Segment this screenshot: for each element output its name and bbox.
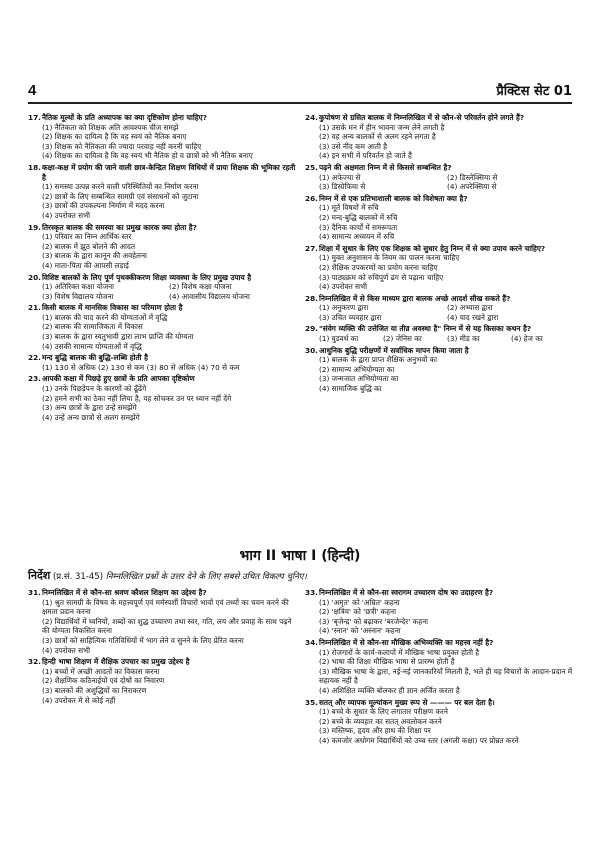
question-text: निम्नलिखित में से कौन-सा श्रवण कौशल शिक्षण का उद्देश्य है? <box>42 588 207 597</box>
option: (3) बालक के द्वारा स्वतुभावी द्वारा लाभ प्राप्ति की योग्यता <box>42 332 194 342</box>
question-head <box>28 353 296 363</box>
question-number: 29. <box>305 324 318 334</box>
option: (3) पाठ्यक्रम को रुचिपूर्ण ढंग से पढ़ाना चाहिए <box>319 272 444 282</box>
question-number: 17. <box>28 113 41 122</box>
question <box>28 657 296 705</box>
question-number: 19. <box>28 222 41 232</box>
option: (4) आवासीय विद्यालय योजना <box>169 291 250 301</box>
option: (2) भाषा की शिक्षा मौखिक भाषा से प्रारम्भ होती है <box>319 657 455 667</box>
option: (1) बच्चों में अच्छी आदतों का विकास करना <box>42 666 160 676</box>
options-grid <box>305 334 575 344</box>
option: (2) बालक में झूठ बोलने की आदत <box>42 241 136 251</box>
question-number: 28. <box>305 293 318 303</box>
option: (4) उपरोक्त सभी <box>42 645 91 655</box>
question-head <box>305 294 575 304</box>
option: (3) डिस्ग्रेफिया से <box>319 182 366 192</box>
page-number: 4 <box>28 82 37 99</box>
question-number: 24. <box>305 113 318 122</box>
question-text: आधुनिक बुद्धि परीक्षणों में सर्वाधिक मापन किया जाता है <box>319 345 469 355</box>
option: (2) डिस्लेक्सिया से <box>447 172 498 182</box>
question <box>28 163 296 221</box>
option: (1) नैतिकता को शिक्षक अति आवश्यक चीज समझे <box>42 122 179 132</box>
left-column-2 <box>28 588 296 707</box>
question-text: "संवेग व्यक्ति की उत्तेजित या तीव्र अवस्था है" निम्न में से यह किसका कथन है? <box>319 324 532 334</box>
question-head <box>305 698 575 708</box>
question <box>28 113 296 161</box>
option: (4) इन सभी में परिवर्तन हो जाते हैं <box>319 151 412 161</box>
question-text: विशिष्ट बालकों के लिए पूर्ण पृथक्कीकरण शिक्षा व्यवस्था के लिए प्रमुख उपाय है <box>42 272 252 282</box>
option: (1) अतिरिक्त कक्षा योजना <box>42 282 115 292</box>
page-title: प्रैक्टिस सेट 01 <box>496 84 572 99</box>
question <box>305 294 575 323</box>
option: (2) विद्यार्थियों में ध्वनियों, शब्दों का शुद्ध उच्चारण तथा स्वर, गति, लय और प्रवाह के साथ पढ़ने की योग्यता विकसित करना <box>42 616 292 636</box>
option: (1) अफेज्या से <box>319 172 361 182</box>
question-text: निम्नलिखित में से किस माध्यम द्वारा बालक अच्छे आदर्श सीख सकते हैं? <box>319 293 511 303</box>
option: (1) अनुकरण द्वारा <box>319 303 369 313</box>
options-grid <box>28 282 296 301</box>
option: (1) परिवार का निम्न आर्थिक स्तर <box>42 232 132 242</box>
section-title: भाग II भाषा I (हिन्दी) <box>239 548 361 564</box>
option: (1) उसके मन में हीन भावना जन्म लेने लगती है <box>319 122 445 132</box>
question-head <box>28 273 296 283</box>
option: (1) 130 से अधिक (2) 130 से कम (3) 80 से अधिक (4) 70 से कम <box>42 362 240 372</box>
option: (4) उपरोक्त सभी <box>42 210 91 220</box>
question-text: कक्षा-कक्ष में प्रयोग की जाने वाली छात्र-केन्द्रित शिक्षण विधियों में प्रायः शिक्षक की भूमिका रहती है <box>42 162 296 182</box>
question <box>305 588 575 636</box>
option: (3) बालक के द्वारा कानून की अवहेलना <box>42 251 147 261</box>
option: (4) हेज का <box>511 334 543 344</box>
option: (3) मीड का <box>447 334 480 344</box>
option: (1) बच्चे के सुधार के लिए लगातार परीक्षण करने <box>319 707 448 717</box>
option: (1) मुक्त अनुशासन के नियम का पालन करना चाहिए <box>319 253 460 263</box>
question <box>305 163 575 192</box>
question-text: कुपोषण से ग्रसित बालक में निम्नलिखित में से कौन-से परिवर्तन होने लगते हैं? <box>319 113 525 122</box>
option: (3) शिक्षक को नैतिकता की ज्यादा परवाह नहीं करनी चाहिए <box>42 141 202 151</box>
question-head <box>305 113 575 123</box>
direction-text: निम्नलिखित प्रश्नों के उत्तर देने के लिए सबसे उचित विकल्प चुनिए। <box>105 572 307 582</box>
option: (3) जन्मजात अभियोग्यता का <box>319 374 399 384</box>
option: (4) सामाजिक बुद्धि का <box>319 384 382 394</box>
question-text: निम्नलिखित में से कौन-सा मौखिक अभिव्यक्ति का महत्त्व नहीं है? <box>319 637 494 647</box>
question <box>305 638 575 696</box>
question <box>28 353 296 372</box>
question-head <box>305 346 575 356</box>
option: (1) 'अमृत' को 'अम्रित' कहना <box>319 597 400 607</box>
option: (1) समस्या उत्पन्न करने वाली परिस्थितियों का निर्माण करना <box>42 182 199 192</box>
question-head <box>305 588 575 598</box>
question-head <box>28 303 296 313</box>
option: (2) मन्द-बुद्धि बालकों में रुचि <box>319 212 398 222</box>
question-text: नैतिक मूल्यों के प्रति अध्यापक का क्या दृष्टिकोण होना चाहिए? <box>42 113 207 122</box>
question-number: 26. <box>305 193 318 203</box>
option: (4) याद रखने द्वारा <box>447 312 499 322</box>
question-text: निम्न में से एक प्रतिभाशाली बालक को विशेषता क्या है? <box>319 193 468 203</box>
option: (4) अशिक्षित व्यक्ति बोलकर ही ज्ञान अर्जित करता है <box>319 685 460 695</box>
question <box>305 698 575 746</box>
left-column <box>28 113 296 424</box>
option: (3) मस्तिष्क, हृदय और हाथ की शिक्षा पर <box>319 726 431 736</box>
direction <box>28 570 572 583</box>
question-number: 33. <box>305 588 318 597</box>
option: (2) बालक की सामाजिकता में विकास <box>42 322 143 332</box>
option: (4) 'स्नान' को 'अस्नान' कहना <box>319 626 401 636</box>
question-head <box>305 324 575 334</box>
option: (2) शैक्षिक उपकरणों का प्रयोग करना चाहिए <box>319 262 438 272</box>
option: (4) उसकी सामान्य योग्यताओं में वृद्धि <box>42 341 142 351</box>
option: (2) वह अन्य बालकों से अलग रहने लगता है <box>319 132 436 142</box>
option: (1) वुडवर्थ का <box>319 334 359 344</box>
option: (4) उन्हें अन्य छात्रों से अलग समझेंगे <box>42 412 140 422</box>
option: (3) उचित व्यवहार द्वारा <box>319 312 382 322</box>
option: (1) उनके पिछड़ेपन के कारणों को ढूँढेंगे <box>42 384 147 394</box>
question-head <box>305 244 575 254</box>
question-head <box>305 194 575 204</box>
question-number: 18. <box>28 162 41 172</box>
option: (4) माता-पिता की आपसी लड़ाई <box>42 260 129 270</box>
question-head <box>28 588 296 598</box>
option: (1) रोजगारों के कार्य-कलापों में मौखिक भाषा प्रयुक्त होती है <box>319 647 480 657</box>
question <box>28 273 296 302</box>
option: (2) 'क्षत्रिय' को 'छत्री' कहना <box>319 607 396 617</box>
question-head <box>28 657 296 667</box>
option: (1) श्रुत सामग्री के विषय के महत्त्वपूर्ण एवं मर्मस्पर्शी विचारों भावों एवं तथ्यों का चयन करने की क्षमता प्रदान करना <box>42 597 289 617</box>
question-number: 34. <box>305 637 318 647</box>
option: (3) दैनिक कार्यों में समरूपता <box>319 222 398 232</box>
option: (3) बालकों की अशुद्धियों का निराकरण <box>42 685 147 695</box>
option: (4) उपरोक्त सभी <box>319 282 368 292</box>
option: (3) छात्रों की उपकल्पना निर्माण में मदद करना <box>42 201 165 211</box>
question-text: हिन्दी भाषा शिक्षण में शैक्षिक उपचार का प्रमुख उद्देश्य है <box>42 657 190 667</box>
question-head <box>28 374 296 384</box>
direction-range: (प्र.सं. 31-45) <box>52 572 104 582</box>
option: (2) छात्रों के लिए सम्बन्धित सामग्री एवं संसाधनों को जुटाना <box>42 191 199 201</box>
question-number: 25. <box>305 162 318 172</box>
question <box>28 374 296 422</box>
question-text: तिरस्कृत बालक की समस्या का प्रमुख कारक क्या होता है? <box>42 222 197 232</box>
question <box>305 194 575 242</box>
option: (2) हमने सभी का ठेका नहीं लिया है, यह सोचकर उन पर ध्यान नहीं देंगे <box>42 393 232 403</box>
option: (1) मूर्त विषयों में रुचि <box>319 203 379 213</box>
question <box>305 113 575 161</box>
question-number: 30. <box>305 345 318 355</box>
option: (3) 'बृजेन्द्र' को बढ़ाकर 'बरजेन्देर' कहना <box>319 616 429 626</box>
right-column <box>305 113 575 396</box>
direction-label: निर्देश <box>28 569 51 582</box>
option: (3) उसे नींद कम आती है <box>319 141 388 151</box>
question-head <box>305 638 575 648</box>
question-text: पढ़ने की अक्षमता निम्न में से किससे सम्बन्धित है? <box>319 162 452 172</box>
question-text: निम्नलिखित में से कौन-सा स्वरागम उच्चारण दोष का उदाहरण है? <box>319 588 494 597</box>
option: (1) बालक के द्वारा प्राप्त शैक्षिक अनुभवों का <box>319 355 438 365</box>
question <box>305 324 575 343</box>
question-number: 20. <box>28 272 41 282</box>
question <box>305 244 575 292</box>
right-column-2 <box>305 588 575 748</box>
option: (4) उपरोक्त में से कोई नहीं <box>42 695 116 705</box>
question-text: मन्द बुद्धि बालक की बुद्धि-लब्धि होती है <box>42 353 148 363</box>
options-grid <box>305 303 575 322</box>
question-head <box>28 113 296 123</box>
question-text: आपकी कक्षा में पिछड़े हुए छात्रों के प्रति आपका दृष्टिकोण <box>42 374 195 384</box>
option: (4) शिक्षक का दायित्व है कि वह स्वयं भी नैतिक हो व छात्रों को भी नैतिक बनाए <box>42 151 253 161</box>
question <box>28 303 296 351</box>
option: (2) बच्चे के व्यवहार का सतत् अवलोकन करने <box>319 716 442 726</box>
question-text: शिक्षा में सुधार के लिए एक शिक्षक को सुधार हेतु निम्न में से क्या उपाय करने चाहिए? <box>319 243 546 253</box>
option: (4) अपरेक्सिया से <box>447 182 497 192</box>
options-grid <box>305 173 575 192</box>
question-text: किसी बालक में मानसिक विकास का परिमाण होता है <box>42 303 183 313</box>
option: (4) कमजोर अधोगम विद्यार्थियों को उच्च स्तर (अगली कक्षा) पर प्रोन्नत करने <box>319 735 519 745</box>
question-number: 22. <box>28 353 41 363</box>
option: (2) अभ्यास द्वारा <box>447 303 493 313</box>
option: (3) मौखिक भाषा के द्वारा, नई-नई जानकारियाँ मिलती हैं, भले ही यह विचारों के आदान-प्रदान में सहायक नहीं है <box>319 666 573 686</box>
question-number: 35. <box>305 697 318 707</box>
question-number: 21. <box>28 303 41 313</box>
option: (2) सामान्य अभियोग्यता का <box>319 364 395 374</box>
option: (2) शिक्षक का दायित्व है कि वह स्वयं को नैतिक बनाए <box>42 132 187 142</box>
option: (4) सामान्य अध्ययन में रुचि <box>319 232 395 242</box>
page-header <box>28 80 572 104</box>
option: (2) शैक्षणिक कठिनाईयों एवं दोषों का निवारण <box>42 676 165 686</box>
option: (2) विशेष कक्षा योजना <box>169 282 232 292</box>
option: (3) अन्य छात्रों के द्वारा उन्हें समझेंगे <box>42 403 137 413</box>
option: (3) छात्रों को साहित्यिक गतिविधियों में भाग लेने व सुनने के लिए प्रेरित करना <box>42 635 244 645</box>
question-number: 31. <box>28 588 41 597</box>
question <box>28 223 296 271</box>
question-head <box>28 163 296 182</box>
question-number: 27. <box>305 243 318 253</box>
question-head <box>305 163 575 173</box>
question-head <box>28 223 296 233</box>
option: (3) विशेष विद्यालय योजना <box>42 291 114 301</box>
question-text: सतत् और व्यापक मूल्यांकन मुख्य रूप से ——— पर बल देता है। <box>319 697 495 707</box>
question <box>305 346 575 394</box>
option: (2) जेनिस का <box>383 334 422 344</box>
question-number: 23. <box>28 374 41 384</box>
question-number: 32. <box>28 657 41 667</box>
option: (1) बालक की याद करने की योग्यताओं में वृद्धि <box>42 312 168 322</box>
question <box>28 588 296 655</box>
